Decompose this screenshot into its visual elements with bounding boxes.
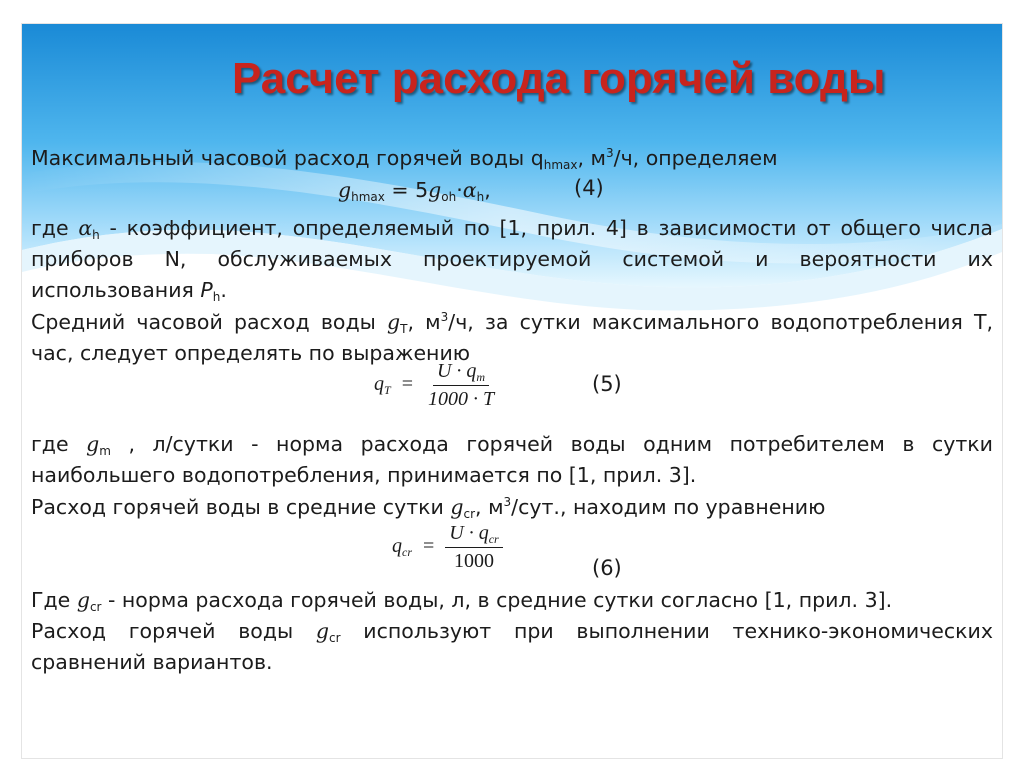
slide — [22, 24, 1002, 758]
equation-4: $g_{hmax} = 5g_{oh}\cdot\alpha_h$, — [338, 178, 491, 204]
equation-5-number: (5) — [592, 372, 622, 396]
paragraph-max-hourly: Максимальный часовой расход горячей воды $q_{hmax}$, $м^3/ч$, определяем — [31, 146, 778, 172]
equation-4-number: (4) — [574, 176, 604, 200]
equation-5: $q_T$ = $\frac{U \cdot q_m}{1000 \cdot T}$ — [374, 360, 495, 410]
paragraph-gm-line1: где $g_m$ , л/сутки - норма расхода горячей воды одним потребителем в сутки — [31, 432, 993, 458]
paragraph-gcr-norm: Где $g_{cr}$ - норма расхода горячей воды, л, в средние сутки согласно [1, прил. 3]. — [31, 588, 893, 614]
paragraph-usage-line2: сравнений вариантов. — [31, 650, 273, 674]
paragraph-usage-line1: Расход горячей воды $g_{cr}$ используют при выполнении технико-экономических — [31, 619, 993, 645]
paragraph-alpha-line1: где $\alpha_h$ - коэффициент, определяемый по [1, прил. 4] в зависимости от общего числа — [31, 216, 993, 242]
equation-6: $q_{cr}$ = $\frac{U \cdot q_{cr}}{1000}$ — [392, 522, 503, 573]
paragraph-avg-hourly-line1: Средний часовой расход воды $g_T$, $м^3/ч$, за сутки максимального водопотребления Т, — [31, 310, 994, 336]
paragraph-avg-hourly-line2: час, следует определять по выражению — [31, 341, 471, 365]
paragraph-alpha-line2: приборов N, обслуживаемых проектируемой системой и вероятности их — [31, 247, 993, 271]
paragraph-gm-line2: наибольшего водопотребления, принимается по [1, прил. 3]. — [31, 463, 697, 487]
paragraph-daily: Расход горячей воды в средние сутки $g_{cr}$, $м^3$/сут., находим по уравнению — [31, 495, 826, 521]
slide-title: Расчет расхода горячей воды — [232, 54, 886, 103]
paragraph-alpha-line3: использования $P_h$. — [31, 278, 227, 304]
equation-6-number: (6) — [592, 556, 622, 580]
